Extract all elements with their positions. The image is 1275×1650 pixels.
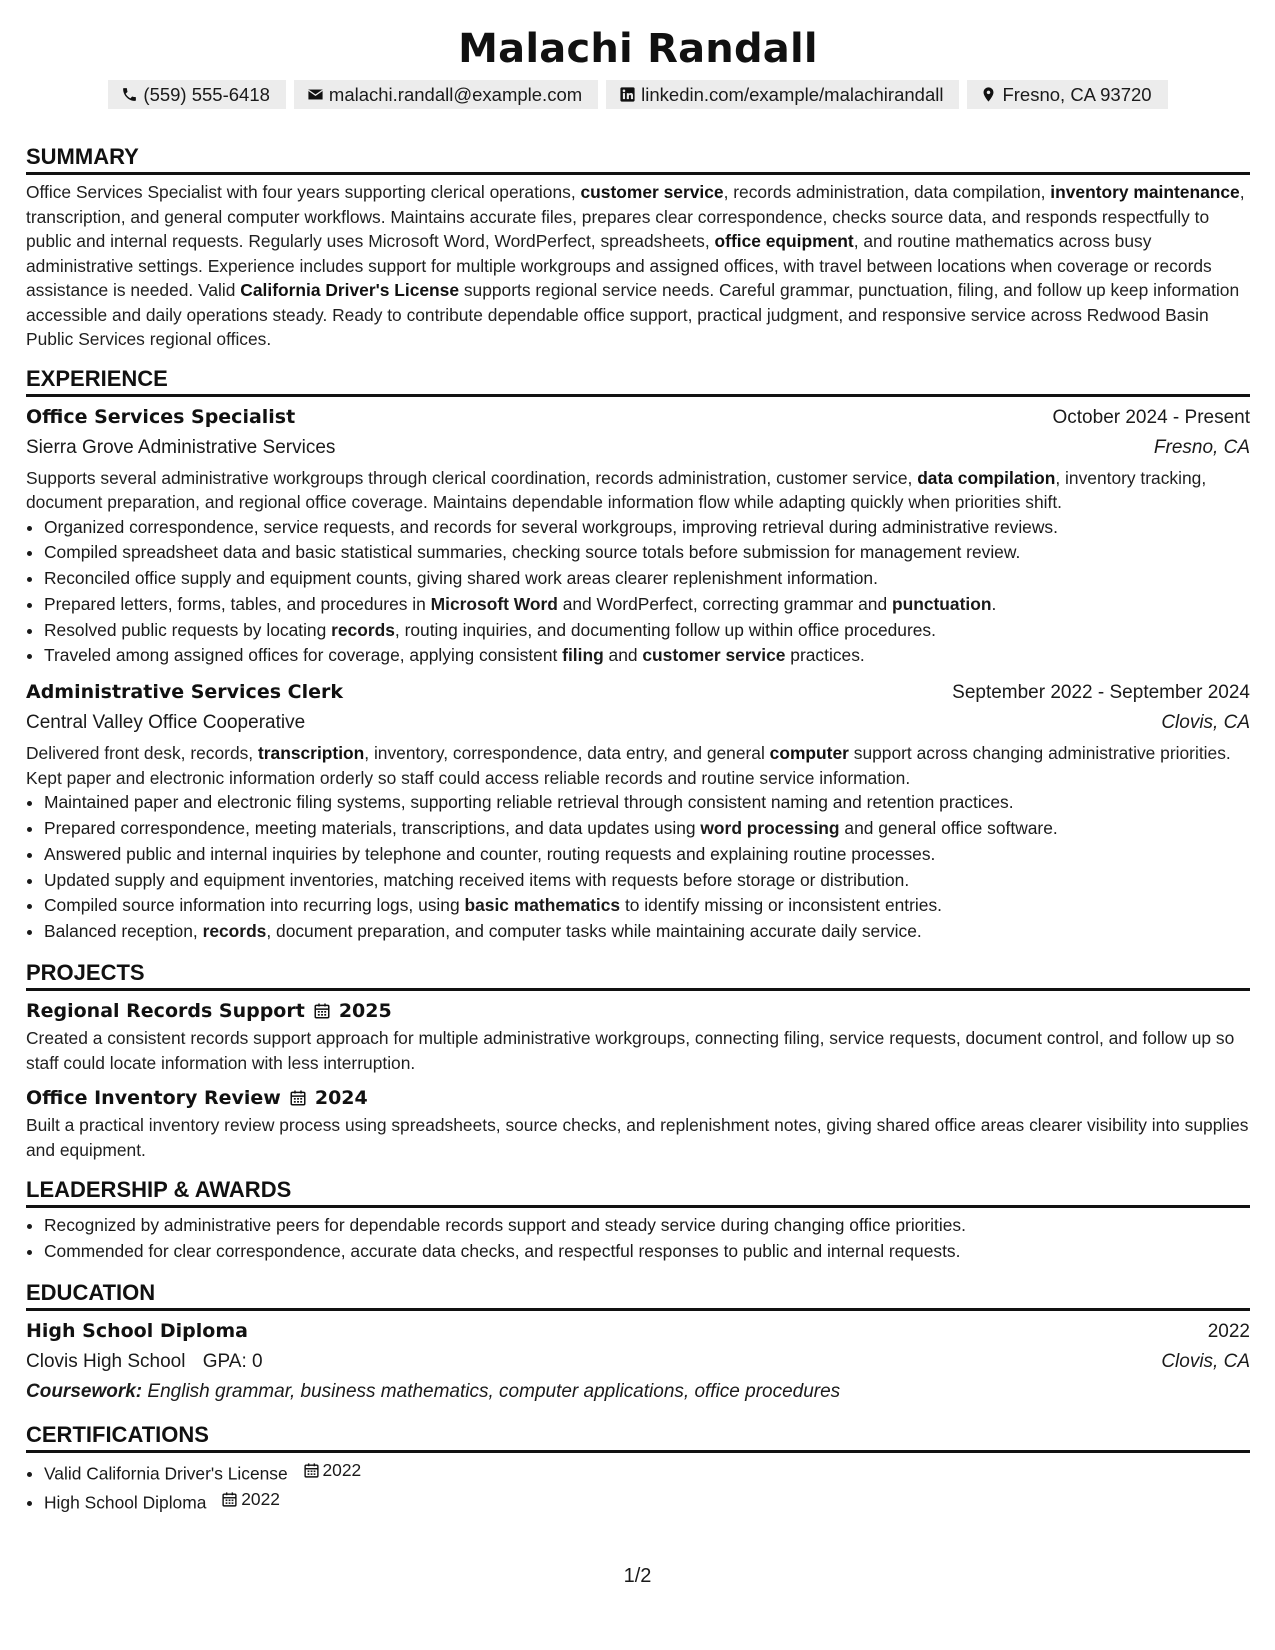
text-segment: Traveled among assigned offices for coverage, applying consistent bbox=[44, 645, 563, 666]
text-segment: Supports several administrative workgroups through clerical coordination, records administration, customer service, bbox=[26, 467, 918, 488]
text-segment: and general office software. bbox=[839, 818, 1058, 839]
contact-bar bbox=[26, 80, 1250, 109]
text-segment: Office Services Specialist with four years supporting clerical operations, bbox=[26, 182, 581, 202]
school-location: Clovis, CA bbox=[1161, 1350, 1250, 1372]
text-segment: , records administration, data compilation, bbox=[723, 182, 1051, 202]
section-heading: SUMMARY bbox=[26, 143, 1250, 175]
list-item bbox=[44, 566, 1250, 592]
text-segment: Compiled spreadsheet data and basic statistical summaries, checking source totals before submission for management review. bbox=[44, 542, 1021, 563]
list-item bbox=[44, 1487, 1250, 1516]
calendar-icon bbox=[303, 1462, 320, 1479]
certification-year: 2022 bbox=[241, 1488, 280, 1509]
bold-keyword: office equipment bbox=[714, 231, 854, 251]
bold-keyword: word processing bbox=[700, 818, 840, 839]
list-item bbox=[44, 515, 1250, 541]
contact-text: linkedin.com/example/malachirandall bbox=[641, 83, 944, 105]
text-segment: Answered public and internal inquiries by telephone and counter, routing requests and explaining routine processes. bbox=[44, 843, 936, 864]
text-segment: Organized correspondence, service requests, and records for several workgroups, improving retrieval during administrative reviews. bbox=[44, 516, 1058, 537]
contact-email[interactable] bbox=[294, 80, 598, 109]
text-segment: Compiled source information into recurring logs, using bbox=[44, 895, 465, 916]
school-name: Clovis High School bbox=[26, 1350, 186, 1372]
envelope-icon bbox=[307, 86, 324, 103]
leadership-section bbox=[26, 1176, 1250, 1265]
bold-keyword: customer service bbox=[642, 645, 786, 666]
text-segment: support across changing administrative priorities. Kept paper and electronic information orderly so staff could access reliable records and routine service information. bbox=[26, 743, 1231, 788]
list-item bbox=[44, 643, 1250, 669]
section-heading: LEADERSHIP & AWARDS bbox=[26, 1176, 1250, 1208]
text-segment: Updated supply and equipment inventories, matching received items with requests before storage or distribution. bbox=[44, 869, 910, 890]
section-heading: PROJECTS bbox=[26, 959, 1250, 991]
text-segment: and WordPerfect, correcting grammar and bbox=[557, 593, 892, 614]
map-pin-icon bbox=[980, 86, 997, 103]
text-segment: practices. bbox=[785, 645, 865, 666]
job-dates: September 2022 - September 2024 bbox=[952, 682, 1250, 704]
bold-keyword: basic mathematics bbox=[464, 895, 621, 916]
page-number: 1/2 bbox=[623, 1565, 652, 1587]
projects-section bbox=[26, 959, 1250, 1162]
text-segment: to identify missing or inconsistent entries. bbox=[620, 895, 942, 916]
job-location: Fresno, CA bbox=[1153, 436, 1250, 458]
gpa: GPA: 0 bbox=[202, 1350, 263, 1372]
text-segment: and bbox=[603, 645, 643, 666]
list-item bbox=[44, 1458, 1250, 1487]
bold-keyword: computer bbox=[769, 743, 849, 764]
coursework-text: English grammar, business mathematics, computer applications, office procedures bbox=[142, 1380, 841, 1402]
contact-text: Fresno, CA 93720 bbox=[1002, 83, 1152, 105]
list-item bbox=[44, 790, 1250, 816]
bold-keyword: California Driver's License bbox=[240, 280, 460, 300]
bold-keyword: records bbox=[202, 921, 267, 942]
bold-keyword: punctuation bbox=[891, 593, 992, 614]
text-segment: Maintained paper and electronic filing systems, supporting reliable retrieval through consistent naming and retention practices. bbox=[44, 792, 1014, 813]
calendar-icon bbox=[221, 1491, 238, 1508]
bold-keyword: customer service bbox=[580, 182, 724, 202]
certifications-section bbox=[26, 1421, 1250, 1516]
certification-name: High School Diploma bbox=[44, 1492, 207, 1513]
certification-name: Valid California Driver's License bbox=[44, 1463, 288, 1484]
contact-text: malachi.randall@example.com bbox=[328, 83, 583, 105]
project-description: Built a practical inventory review process using spreadsheets, source checks, and replenishment notes, giving shared office areas clearer visibility into supplies and equipment. bbox=[26, 1115, 1249, 1160]
calendar-icon bbox=[313, 1002, 331, 1020]
bold-keyword: Microsoft Word bbox=[430, 593, 558, 614]
list-item bbox=[44, 540, 1250, 566]
text-segment: Reconciled office supply and equipment counts, giving shared work areas clearer replenishment information. bbox=[44, 568, 878, 589]
education-section bbox=[26, 1279, 1250, 1407]
list-item bbox=[44, 893, 1250, 919]
contact-location[interactable] bbox=[967, 80, 1167, 109]
job-bullets bbox=[26, 515, 1250, 670]
list-item: • Recognized by administrative peers for dependable records support and steady service during changing office priorities. bbox=[44, 1213, 1250, 1239]
linkedin-icon bbox=[619, 86, 636, 103]
job-entry bbox=[26, 677, 1250, 945]
text-segment: supports regional service needs. Careful grammar, punctuation, filing, and follow up keep information accessible and daily operations steady. Ready to contribute dependable office support, practical judgment, and responsive service across Redwood Basin Public Services regional offices. bbox=[26, 280, 1240, 349]
contact-linkedin[interactable] bbox=[606, 80, 959, 109]
project-description: Created a consistent records support approach for multiple administrative workgroups, connecting filing, service requests, document control, and follow up so staff could locate information with less interruption. bbox=[26, 1028, 1235, 1073]
list-item bbox=[44, 618, 1250, 644]
list-item bbox=[44, 868, 1250, 894]
section-heading: EXPERIENCE bbox=[26, 365, 1250, 397]
job-title: Office Services Specialist bbox=[26, 405, 296, 428]
project-year: 2024 bbox=[314, 1087, 368, 1110]
degree-title: High School Diploma bbox=[26, 1319, 248, 1342]
list-item bbox=[44, 919, 1250, 945]
company-name: Sierra Grove Administrative Services bbox=[26, 436, 336, 458]
contact-phone[interactable] bbox=[108, 80, 286, 109]
phone-icon bbox=[121, 86, 138, 103]
education-year: 2022 bbox=[1207, 1320, 1250, 1342]
project-year: 2025 bbox=[338, 1000, 392, 1023]
list-item bbox=[44, 842, 1250, 868]
contact-text: (559) 555-6418 bbox=[143, 83, 270, 105]
text-segment: , inventory, correspondence, data entry, and general bbox=[364, 743, 770, 764]
job-dates: October 2024 - Present bbox=[1052, 406, 1250, 428]
job-description bbox=[26, 466, 1250, 515]
section-heading: CERTIFICATIONS bbox=[26, 1421, 1250, 1453]
bold-keyword: inventory maintenance bbox=[1050, 182, 1240, 202]
experience-section bbox=[26, 365, 1250, 946]
job-title: Administrative Services Clerk bbox=[26, 681, 343, 704]
candidate-name: Malachi Randall bbox=[458, 26, 818, 72]
job-location: Clovis, CA bbox=[1161, 712, 1250, 734]
bold-keyword: transcription bbox=[257, 743, 365, 764]
list-item: • Commended for clear correspondence, accurate data checks, and respectful responses to public and internal requests. bbox=[44, 1239, 1250, 1265]
coursework-label: Coursework: bbox=[26, 1380, 143, 1402]
list-item bbox=[44, 592, 1250, 618]
resume-page bbox=[26, 0, 1250, 1516]
leadership-list bbox=[26, 1213, 1250, 1265]
text-segment: , document preparation, and computer tasks while maintaining accurate daily service. bbox=[266, 921, 922, 942]
summary-text bbox=[26, 180, 1250, 352]
certifications-list bbox=[26, 1458, 1250, 1516]
text-segment: Delivered front desk, records, bbox=[26, 743, 258, 764]
bold-keyword: data compilation bbox=[917, 467, 1056, 488]
text-segment: , transcription, and general computer workflows. Maintains accurate files, prepares clear correspondence, checks source data, and responds respectfully to public and internal requests. Regularly uses Microsoft Word, WordPerfect, spreadsheets, bbox=[26, 182, 1245, 251]
text-segment: . bbox=[991, 593, 997, 614]
project-entry bbox=[26, 1083, 1250, 1162]
list-item bbox=[44, 816, 1250, 842]
project-title: Regional Records Support bbox=[26, 1000, 305, 1023]
text-segment: Balanced reception, bbox=[44, 921, 203, 942]
project-entry bbox=[26, 996, 1250, 1075]
job-bullets bbox=[26, 790, 1250, 945]
coursework bbox=[26, 1377, 1250, 1407]
text-segment: , inventory tracking, document preparation, and regional office coverage. Maintains dependable information flow while adapting quickly when priorities shift. bbox=[26, 467, 1207, 512]
summary-section bbox=[26, 143, 1250, 352]
text-segment: Resolved public requests by locating bbox=[44, 619, 332, 640]
text-segment: , and routine mathematics across busy administrative settings. Experience includes support for multiple workgroups and assigned offices, with travel between locations when coverage or records assistance is needed. Valid bbox=[26, 231, 1212, 300]
bold-keyword: filing bbox=[562, 645, 604, 666]
section-heading: EDUCATION bbox=[26, 1279, 1250, 1311]
text-segment: , routing inquiries, and documenting follow up within office procedures. bbox=[394, 619, 936, 640]
certification-year: 2022 bbox=[322, 1459, 362, 1480]
calendar-icon bbox=[289, 1089, 307, 1107]
bold-keyword: records bbox=[331, 619, 395, 640]
text-segment: Prepared letters, forms, tables, and procedures in bbox=[44, 593, 431, 614]
company-name: Central Valley Office Cooperative bbox=[26, 712, 306, 734]
job-description bbox=[26, 741, 1250, 790]
text-segment: Prepared correspondence, meeting materials, transcriptions, and data updates using bbox=[44, 818, 701, 839]
job-entry bbox=[26, 402, 1250, 670]
project-title: Office Inventory Review bbox=[26, 1087, 281, 1110]
